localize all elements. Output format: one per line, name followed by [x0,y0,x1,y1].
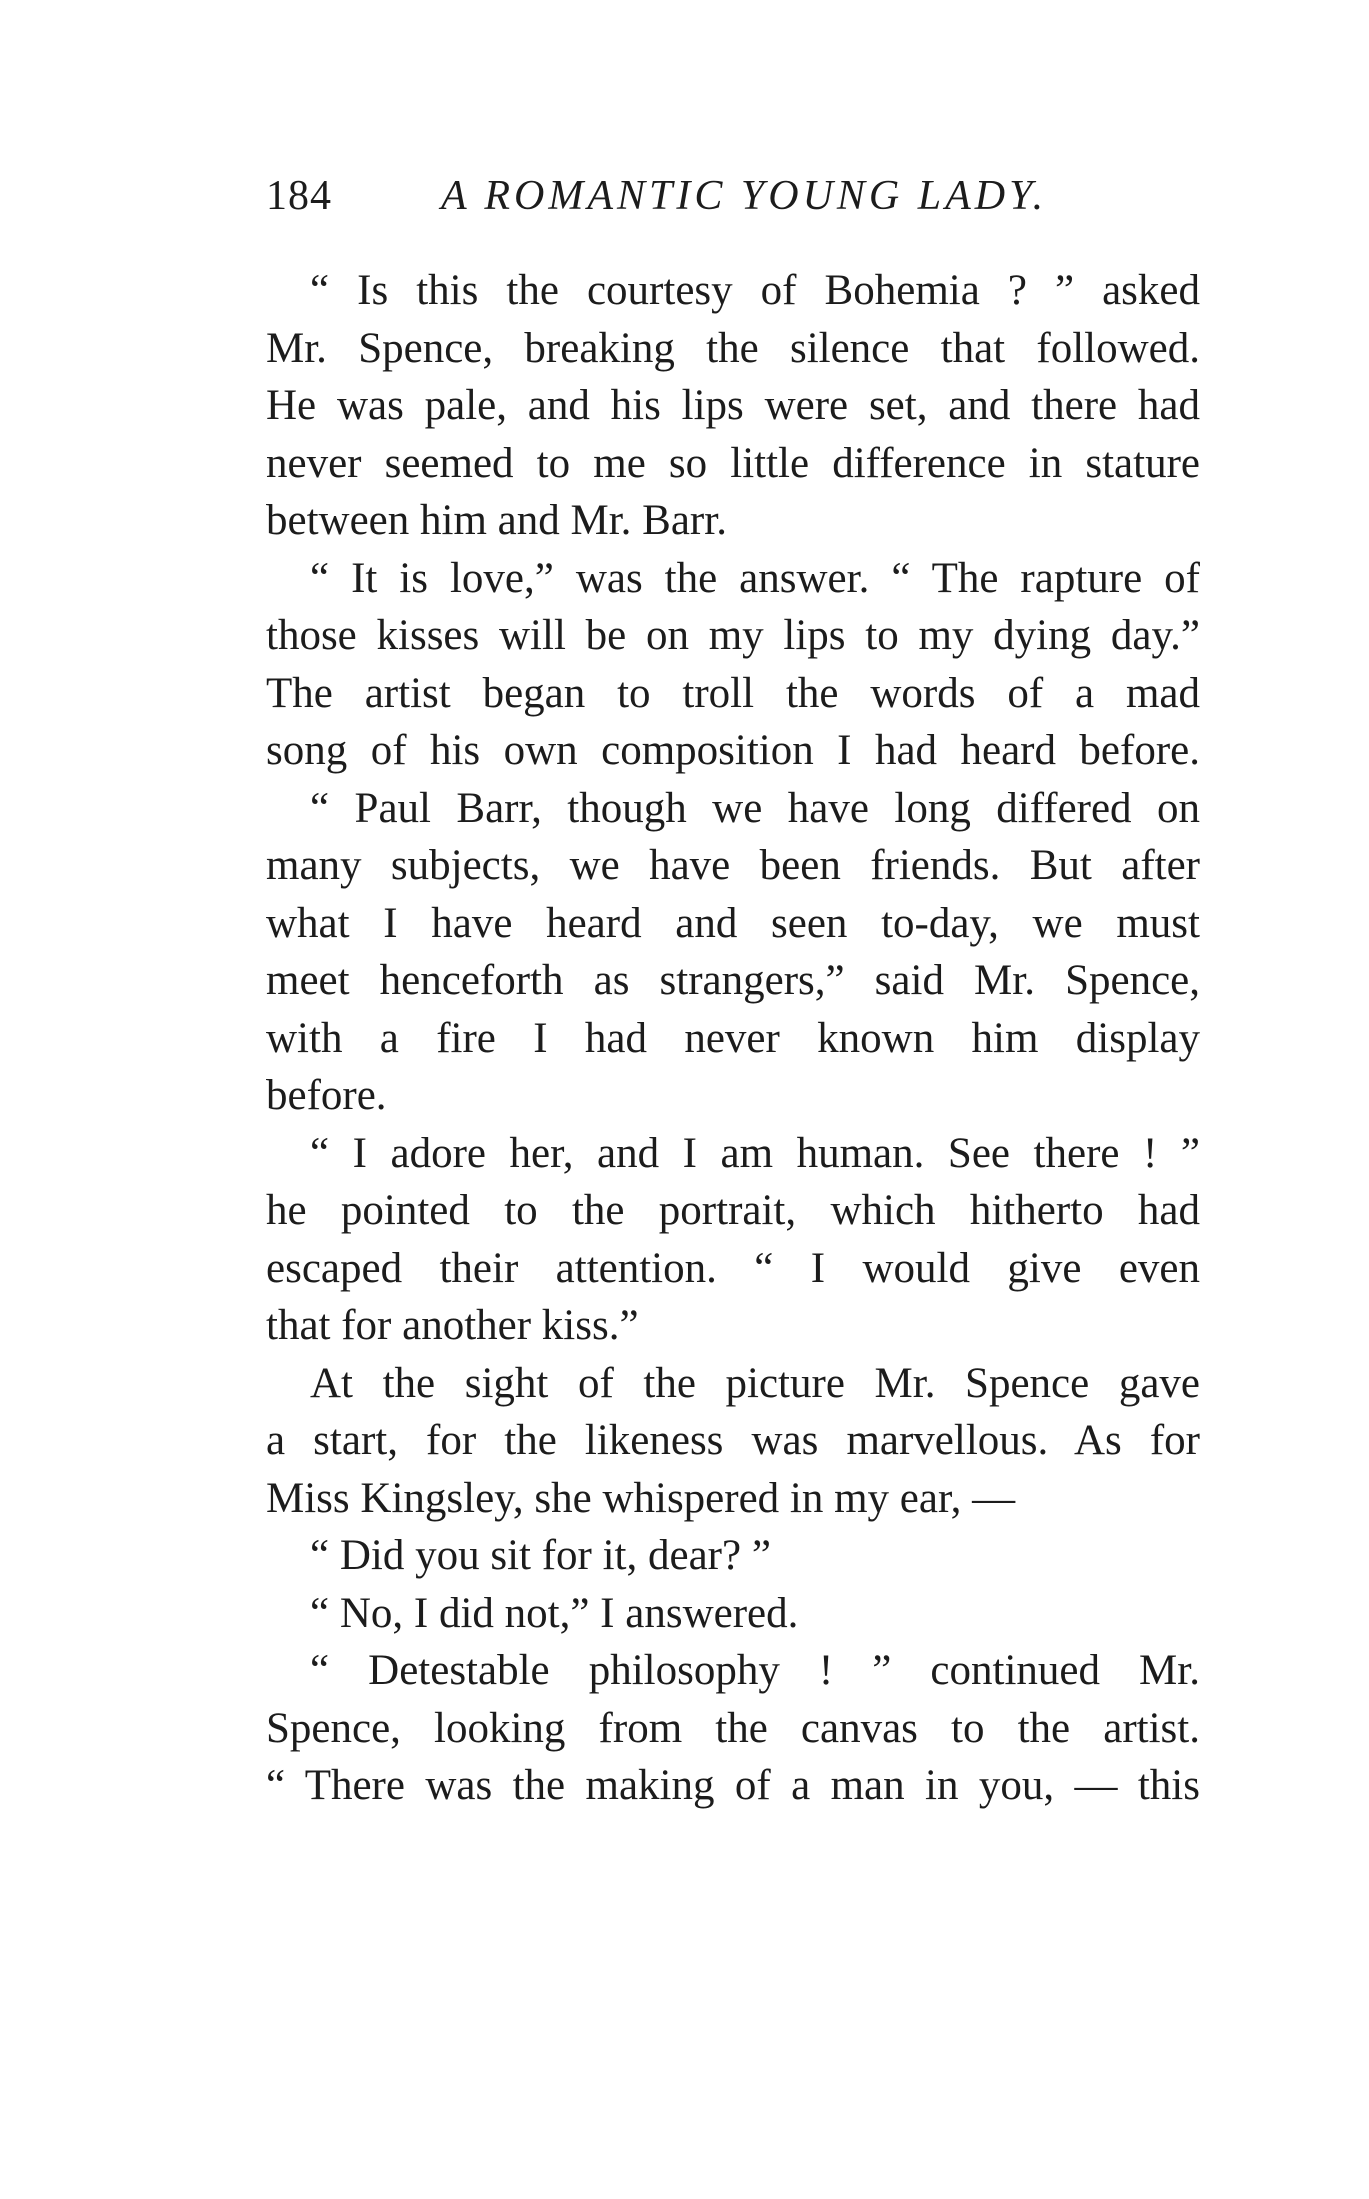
text-line: He was pale, and his lips were set, and there had [266,382,1200,429]
text-line: he pointed to the portrait, which hitherto had [266,1187,1200,1234]
text-line: many subjects, we have been friends. But after [266,842,1200,889]
text-line: “ Is this the courtesy of Bohemia ? ” asked [310,267,1200,314]
text-line: “ No, I did not,” I answered. [310,1589,799,1637]
text-line: “ Detestable philosophy ! ” continued Mr. [310,1647,1200,1694]
text-line: “ There was the making of a man in you, — this [266,1762,1200,1809]
body-text [266,262,1200,1815]
text-line: Mr. Spence, breaking the silence that followed. [266,324,1200,372]
text-line: between him and Mr. Barr. [266,497,727,544]
text-line: what I have heard and seen to-day, we must [266,899,1200,947]
page-header [266,166,1048,226]
text-line: song of his own composition I had heard before. [266,727,1200,774]
text-line: a start, for the likeness was marvellous. As for [266,1417,1200,1464]
text-line: that for another kiss.” [266,1302,639,1349]
text-line: never seemed to me so little difference in stature [266,439,1200,487]
text-line: “ Paul Barr, though we have long differed on [310,784,1200,832]
text-line: At the sight of the picture Mr. Spence gave [310,1359,1200,1407]
page-number: 184 [266,173,332,219]
text-line: “ I adore her, and I am human. See there ! ” [310,1129,1200,1177]
text-line: “ Did you sit for it, dear? ” [310,1532,771,1579]
text-line: meet henceforth as strangers,” said Mr. Spence, [266,957,1200,1004]
text-line: those kisses will be on my lips to my dying day.” [266,612,1200,659]
text-line: Miss Kingsley, she whispered in my ear, — [266,1474,1016,1522]
text-line: “ It is love,” was the answer. “ The rapture of [310,554,1200,602]
running-title: A ROMANTIC YOUNG LADY. [441,173,1048,219]
text-line: with a fire I had never known him display [266,1014,1200,1062]
text-line: The artist began to troll the words of a mad [266,669,1200,717]
text-line: Spence, looking from the canvas to the artist. [266,1704,1200,1752]
text-line: before. [266,1072,387,1119]
text-line: escaped their attention. “ I would give even [266,1244,1200,1292]
